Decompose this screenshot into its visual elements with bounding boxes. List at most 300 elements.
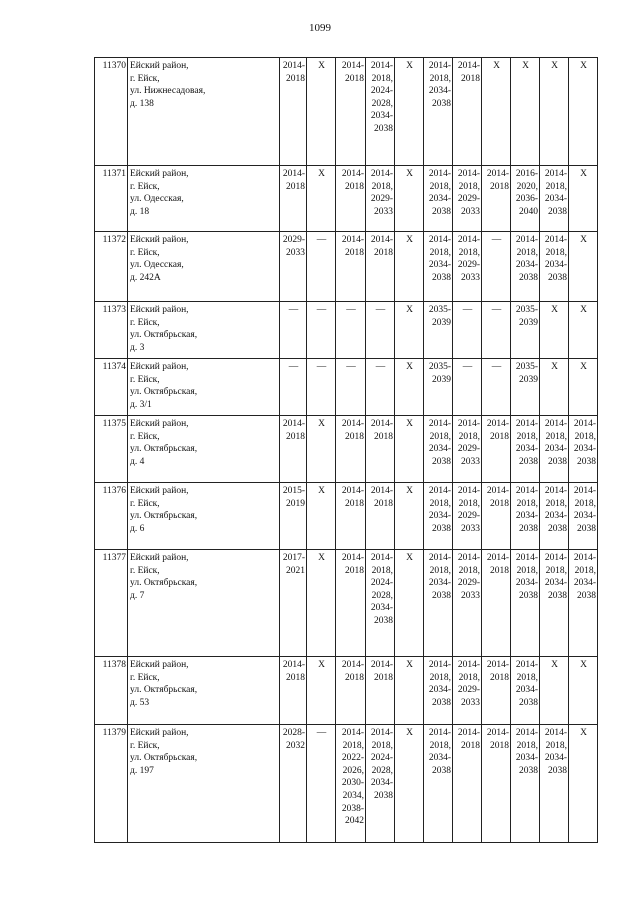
period-text: 2038 (432, 456, 451, 467)
period-text: 2034, (342, 790, 364, 801)
period-text: X (580, 660, 587, 670)
period-text: — (491, 235, 502, 245)
period-cell (453, 58, 482, 166)
period-text: 2034- (515, 578, 538, 589)
period-cell (482, 416, 511, 483)
period-cell (511, 657, 540, 725)
period-text: 2014- (486, 660, 509, 670)
address-line: ул. Октябрьская, (130, 685, 198, 696)
address-line: д. 242А (130, 272, 161, 283)
period-text: 2014- (573, 419, 596, 429)
period-text: 2014- (428, 553, 451, 563)
period-cell (540, 166, 569, 232)
period-text: 2014- (282, 419, 305, 429)
address-line: Ейский район, (130, 553, 189, 563)
period-cell (280, 58, 307, 166)
period-text: 2034- (544, 578, 567, 589)
address-line: г. Ейск, (130, 247, 160, 258)
period-text: 2018, (458, 565, 480, 576)
period-text: 2039 (519, 374, 538, 385)
period-text: X (551, 61, 558, 71)
address-cell (128, 166, 280, 232)
period-text: 2014- (515, 486, 538, 496)
period-text: 2034- (428, 260, 451, 271)
period-text: 2018, (429, 431, 451, 442)
period-text: X (580, 61, 587, 71)
period-text: 2018, (545, 740, 567, 751)
period-text: X (406, 362, 413, 372)
address-cell (128, 416, 280, 483)
period-text: 2014- (486, 486, 509, 496)
period-text: 2014- (341, 728, 364, 738)
period-text: 2018 (490, 431, 509, 442)
address-line: ул. Одесская, (130, 260, 184, 271)
period-text: 2035- (515, 362, 538, 372)
period-cell (453, 725, 482, 843)
period-text: 2014- (457, 169, 480, 179)
period-cell (482, 232, 511, 302)
period-text: 2018 (461, 73, 480, 84)
period-cell (280, 302, 307, 359)
period-text: 2034- (370, 603, 393, 614)
address-line: г. Ейск, (130, 73, 160, 84)
period-cell (395, 232, 424, 302)
period-text: 2014- (428, 61, 451, 71)
period-text: 2034- (515, 685, 538, 696)
address-line: д. 197 (130, 765, 154, 776)
period-cell (366, 166, 395, 232)
period-text: 2038 (519, 456, 538, 467)
address-line: ул. Октябрьская, (130, 578, 198, 589)
period-cell (336, 232, 366, 302)
period-text: 2018, (545, 431, 567, 442)
period-text: 2034- (544, 753, 567, 764)
period-cell (511, 483, 540, 550)
period-text: 2018, (429, 498, 451, 509)
period-cell (569, 550, 598, 657)
period-cell (424, 550, 453, 657)
period-text: 2014- (370, 728, 393, 738)
period-cell (395, 416, 424, 483)
address-line: Ейский район, (130, 419, 189, 429)
period-text: 2014- (486, 419, 509, 429)
address-line: ул. Октябрьская, (130, 330, 198, 341)
period-text: 2014- (341, 419, 364, 429)
period-text: 2018, (429, 672, 451, 683)
period-text: 2028, (371, 765, 393, 776)
period-text: 2033 (374, 206, 393, 217)
period-cell (569, 359, 598, 416)
period-cell (395, 725, 424, 843)
period-text: 2024- (370, 753, 393, 764)
period-text: 2014- (370, 235, 393, 245)
period-cell (336, 359, 366, 416)
address-line: д. 3 (130, 342, 145, 353)
row-number: 11371 (95, 166, 128, 232)
period-text: 2014- (370, 486, 393, 496)
period-cell (482, 166, 511, 232)
period-text: 2038 (577, 523, 596, 534)
period-cell (453, 657, 482, 725)
address-line: д. 138 (130, 98, 154, 109)
period-text: X (318, 660, 325, 670)
period-text: 2018, (429, 247, 451, 258)
period-text: X (406, 553, 413, 563)
period-text: 2034- (573, 444, 596, 455)
period-text: 2035- (515, 305, 538, 315)
address-line: Ейский район, (130, 486, 189, 496)
table-row (95, 359, 598, 416)
period-cell (511, 550, 540, 657)
address-line: д. 6 (130, 523, 145, 534)
period-text: 2018, (458, 247, 480, 258)
period-text: 2038 (519, 765, 538, 776)
period-text: 2030- (341, 778, 364, 789)
period-text: 2038 (432, 590, 451, 601)
address-cell (128, 302, 280, 359)
period-text: 2014- (515, 728, 538, 738)
period-text: 2018, (371, 565, 393, 576)
address-line: Ейский район, (130, 169, 189, 179)
address-line: д. 53 (130, 697, 150, 708)
period-text: 2034- (428, 86, 451, 97)
table-row (95, 302, 598, 359)
period-text: 2018, (458, 181, 480, 192)
period-text: 2018, (429, 565, 451, 576)
period-cell (540, 416, 569, 483)
period-cell (453, 302, 482, 359)
period-text: 2018, (545, 181, 567, 192)
period-text: 2038 (432, 272, 451, 283)
row-number: 11378 (95, 657, 128, 725)
period-cell (366, 359, 395, 416)
period-cell (336, 657, 366, 725)
address-cell (128, 232, 280, 302)
table-row (95, 657, 598, 725)
period-text: 2018 (490, 740, 509, 751)
period-text: X (580, 235, 587, 245)
period-text: 2034- (573, 578, 596, 589)
period-text: 2018, (516, 498, 538, 509)
period-text: — (316, 728, 327, 738)
period-cell (366, 302, 395, 359)
period-cell (424, 483, 453, 550)
period-text: 2014- (428, 486, 451, 496)
period-cell (307, 359, 336, 416)
period-text: X (580, 728, 587, 738)
period-cell (424, 232, 453, 302)
period-cell (540, 657, 569, 725)
period-cell (280, 550, 307, 657)
period-text: 2038 (577, 590, 596, 601)
period-cell (366, 657, 395, 725)
period-text: 2018, (342, 740, 364, 751)
period-cell (511, 359, 540, 416)
period-text: 2018, (574, 565, 596, 576)
period-text: 2018 (374, 431, 393, 442)
period-text: 2018, (458, 498, 480, 509)
period-cell (280, 166, 307, 232)
period-text: 2014- (457, 486, 480, 496)
period-text: 2038 (432, 523, 451, 534)
row-number: 11375 (95, 416, 128, 483)
period-cell (280, 416, 307, 483)
period-cell (511, 58, 540, 166)
period-text: 2038 (548, 206, 567, 217)
address-line: Ейский район, (130, 660, 189, 670)
period-cell (511, 302, 540, 359)
address-line: ул. Октябрьская, (130, 511, 198, 522)
period-cell (482, 550, 511, 657)
period-cell (336, 302, 366, 359)
address-cell (128, 483, 280, 550)
period-text: 2018 (490, 181, 509, 192)
period-text: 2038 (548, 590, 567, 601)
period-text: 2014- (486, 728, 509, 738)
row-number: 11372 (95, 232, 128, 302)
address-cell (128, 58, 280, 166)
period-text: 2020, (516, 181, 538, 192)
period-text: 2014- (341, 660, 364, 670)
period-cell (540, 483, 569, 550)
period-text: 2039 (432, 317, 451, 328)
period-cell (569, 232, 598, 302)
period-text: 2014- (544, 419, 567, 429)
address-line: д. 3/1 (130, 399, 152, 410)
period-text: X (318, 61, 325, 71)
period-text: 2014- (370, 660, 393, 670)
period-text: — (462, 362, 473, 372)
period-cell (395, 550, 424, 657)
period-text: 2038 (432, 206, 451, 217)
period-cell (540, 302, 569, 359)
period-text: X (406, 419, 413, 429)
period-text: 2038 (432, 98, 451, 109)
period-cell (424, 302, 453, 359)
period-text: X (318, 419, 325, 429)
address-cell (128, 550, 280, 657)
row-number: 11374 (95, 359, 128, 416)
period-text: 2014- (515, 553, 538, 563)
period-text: — (462, 305, 473, 315)
period-text: 2028, (371, 590, 393, 601)
period-text: 2034- (428, 685, 451, 696)
period-text: 2024- (370, 578, 393, 589)
period-cell (280, 657, 307, 725)
period-text: 2018, (516, 247, 538, 258)
address-cell (128, 725, 280, 843)
table-row (95, 725, 598, 843)
period-text: 2034- (370, 778, 393, 789)
period-cell (482, 302, 511, 359)
period-text: 2018 (345, 431, 364, 442)
period-cell (336, 58, 366, 166)
period-cell (482, 58, 511, 166)
period-text: 2033 (286, 247, 305, 258)
address-line: ул. Октябрьская, (130, 444, 198, 455)
period-text: 2034- (515, 444, 538, 455)
period-text: 2038 (374, 123, 393, 134)
period-text: X (551, 660, 558, 670)
period-text: 2014- (282, 660, 305, 670)
period-text: 2014- (457, 660, 480, 670)
period-text: 2018 (490, 498, 509, 509)
period-text: — (316, 362, 327, 372)
period-text: 2038 (432, 765, 451, 776)
period-cell (395, 483, 424, 550)
period-text: — (491, 305, 502, 315)
period-text: X (580, 169, 587, 179)
period-text: X (318, 553, 325, 563)
period-cell (307, 58, 336, 166)
period-text: 2038 (519, 272, 538, 283)
period-text: 2038 (519, 697, 538, 708)
period-text: 2033 (461, 523, 480, 534)
period-text: 2018 (286, 672, 305, 683)
period-cell (453, 232, 482, 302)
address-line: Ейский район, (130, 362, 189, 372)
period-text: 2042 (345, 816, 364, 827)
period-cell (511, 166, 540, 232)
period-text: 2014- (428, 235, 451, 245)
period-text: 2034- (544, 194, 567, 205)
period-text: X (406, 169, 413, 179)
period-text: 2014- (457, 419, 480, 429)
period-cell (280, 232, 307, 302)
period-text: — (375, 362, 386, 372)
period-text: 2029- (457, 444, 480, 455)
period-text: 2033 (461, 272, 480, 283)
address-cell (128, 657, 280, 725)
period-cell (569, 302, 598, 359)
period-text: 2014- (341, 169, 364, 179)
period-cell (453, 359, 482, 416)
period-cell (307, 166, 336, 232)
period-text: 2033 (461, 590, 480, 601)
period-text: 2016- (515, 169, 538, 179)
period-text: 2034- (515, 260, 538, 271)
period-text: 2014- (544, 486, 567, 496)
period-text: 2014- (515, 660, 538, 670)
period-text: 2018, (458, 431, 480, 442)
period-text: 2038 (374, 790, 393, 801)
period-text: 2018, (516, 672, 538, 683)
address-line: г. Ейск, (130, 498, 160, 509)
period-text: 2018, (429, 181, 451, 192)
period-text: 2018, (371, 740, 393, 751)
period-text: 2018 (374, 672, 393, 683)
period-text: 2018 (345, 565, 364, 576)
period-text: 2018 (490, 672, 509, 683)
period-cell (453, 550, 482, 657)
period-text: 2018, (516, 431, 538, 442)
address-line: г. Ейск, (130, 740, 160, 751)
period-text: 2014- (282, 169, 305, 179)
period-text: X (580, 305, 587, 315)
period-text: 2038 (577, 456, 596, 467)
period-cell (424, 166, 453, 232)
period-text: 2018, (574, 431, 596, 442)
page-number: 1099 (309, 22, 331, 34)
period-text: — (316, 235, 327, 245)
address-line: ул. Нижнесадовая, (130, 86, 206, 97)
period-text: 2014- (341, 61, 364, 71)
period-text: 2034- (428, 444, 451, 455)
period-text: 2038 (432, 697, 451, 708)
period-cell (395, 657, 424, 725)
period-text: 2018, (516, 565, 538, 576)
address-line: Ейский район, (130, 61, 189, 71)
period-text: 2034- (544, 511, 567, 522)
period-text: X (522, 61, 529, 71)
period-text: X (406, 728, 413, 738)
period-cell (511, 416, 540, 483)
period-text: X (406, 660, 413, 670)
period-cell (395, 58, 424, 166)
table-row (95, 166, 598, 232)
period-text: 2018 (345, 181, 364, 192)
period-text: X (406, 235, 413, 245)
period-text: 2026, (342, 765, 364, 776)
period-text: 2038 (548, 272, 567, 283)
period-cell (482, 725, 511, 843)
period-text: 2014- (370, 553, 393, 563)
period-cell (540, 359, 569, 416)
period-text: 2014- (486, 553, 509, 563)
period-text: 2017- (282, 553, 305, 563)
period-text: 2034- (515, 511, 538, 522)
period-text: 2024- (370, 86, 393, 97)
period-cell (482, 483, 511, 550)
period-cell (336, 550, 366, 657)
period-text: 2028, (371, 98, 393, 109)
address-cell (128, 359, 280, 416)
period-cell (569, 166, 598, 232)
period-cell (424, 725, 453, 843)
period-text: — (288, 305, 299, 315)
period-text: 2014- (370, 169, 393, 179)
period-text: 2014- (544, 728, 567, 738)
period-text: 2015- (282, 486, 305, 496)
period-text: 2038 (548, 765, 567, 776)
period-cell (453, 166, 482, 232)
table-row (95, 58, 598, 166)
period-cell (307, 657, 336, 725)
period-cell (424, 657, 453, 725)
period-text: 2036- (515, 194, 538, 205)
table-row (95, 550, 598, 657)
period-text: 2034- (428, 511, 451, 522)
period-text: 2018 (286, 181, 305, 192)
period-text: 2018, (545, 565, 567, 576)
period-text: 2018 (286, 73, 305, 84)
period-cell (366, 58, 395, 166)
period-text: 2034- (428, 194, 451, 205)
period-text: 2014- (544, 235, 567, 245)
period-text: 2029- (457, 685, 480, 696)
row-number: 11373 (95, 302, 128, 359)
period-text: X (318, 486, 325, 496)
period-text: — (288, 362, 299, 372)
period-text: — (346, 305, 356, 315)
period-cell (569, 657, 598, 725)
period-cell (569, 58, 598, 166)
period-cell (511, 725, 540, 843)
period-text: 2040 (519, 206, 538, 217)
address-line: ул. Одесская, (130, 194, 184, 205)
period-cell (366, 550, 395, 657)
period-text: 2038 (519, 523, 538, 534)
